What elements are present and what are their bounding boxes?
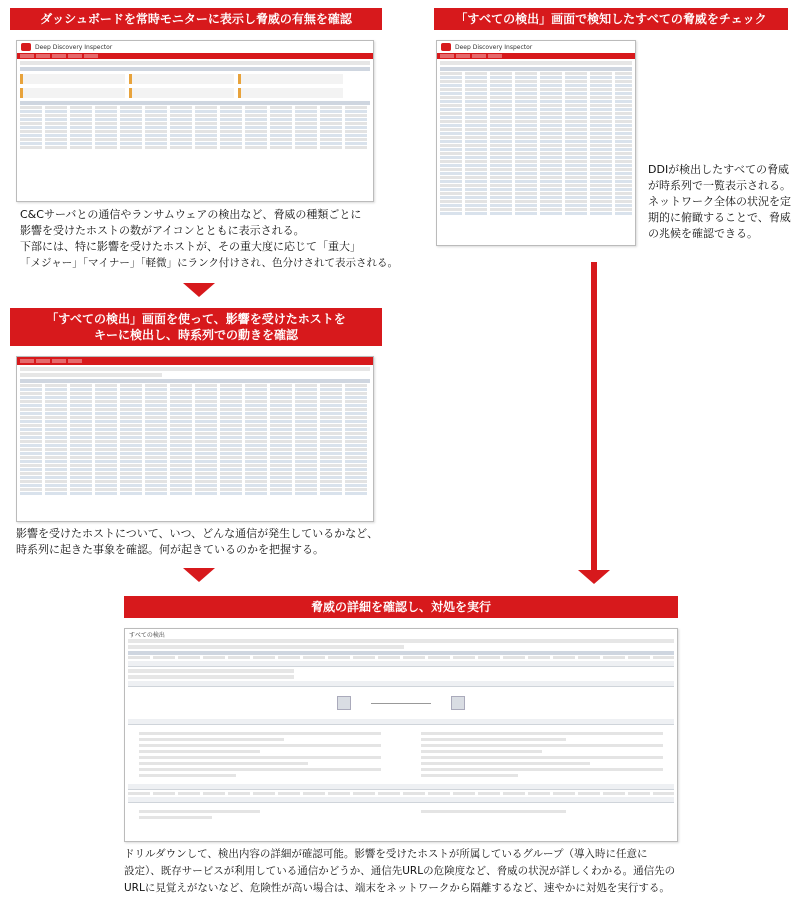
detail-screen-title: すべての検出 <box>129 632 165 639</box>
step1-banner <box>10 8 382 30</box>
all-detections-host-screenshot <box>16 356 374 522</box>
step1-caption-line: C&Cサーバとの通信やランサムウェアの検出など、脅威の種類ごとに <box>20 208 362 221</box>
step2-caption-line: 時系列に起きた事象を確認。何が起きているのかを把握する。 <box>16 543 324 556</box>
step1-caption-line: 「メジャー」「マイナー」「軽微」にランク付けされ、色分けされて表示される。 <box>20 257 398 269</box>
threat-tiles <box>20 74 370 98</box>
step3-caption-line: URLに見覚えがないなど、危険性が高い場合は、端末をネットワークから隔離するなど、速やかに対処を実行する。 <box>124 882 670 894</box>
detail-flow-diagram <box>125 689 677 717</box>
step3-caption-line: 設定）、既存サービスが利用している通信かどうか、通信先URLの危険度など、脅威の状況が詳しくわかる。通信先の <box>124 865 676 877</box>
right-banner-text: 「すべての検出」画面で検知したすべての脅威をチェック <box>455 12 767 26</box>
trend-logo-icon <box>441 43 451 51</box>
right-caption-line: ネットワーク全体の状況を定 <box>648 195 791 208</box>
step3-banner <box>124 596 678 618</box>
step3-banner-text: 脅威の詳細を確認し、対処を実行 <box>310 600 491 614</box>
step2-caption <box>16 526 386 558</box>
step2-banner-line: キーに検出し、時系列での動きを確認 <box>93 328 298 342</box>
step3-caption <box>124 846 684 897</box>
dashboard-app-titlebar <box>17 41 373 53</box>
step1-caption-line: 下部には、特に影響を受けたホストが、その重大度に応じて「重大」 <box>20 240 361 253</box>
right-app-title: Deep Discovery Inspector <box>455 43 533 51</box>
step1-banner-text: ダッシュボードを常時モニターに表示し脅威の有無を確認 <box>40 12 352 26</box>
dashboard-app-title: Deep Discovery Inspector <box>35 43 113 51</box>
right-caption-line: 期的に俯瞰することで、脅威 <box>648 211 791 224</box>
step1-caption <box>20 207 398 271</box>
dashboard-nav-bar <box>17 53 373 59</box>
down-arrow-1 <box>183 283 215 297</box>
detection-detail-screenshot <box>124 628 678 842</box>
down-arrow-right <box>578 570 610 584</box>
step1-caption-line: 影響を受けたホストの数がアイコンとともに表示される。 <box>20 224 305 237</box>
dashboard-screenshot <box>16 40 374 202</box>
step2-banner <box>10 308 382 346</box>
step2-banner-line: 「すべての検出」画面を使って、影響を受けたホストを <box>46 312 346 326</box>
right-connector-line <box>591 262 597 572</box>
right-caption-line: の兆候を確認できる。 <box>648 227 758 240</box>
right-caption-line: が時系列で一覧表示される。 <box>648 179 791 192</box>
all-detections-screenshot <box>436 40 636 246</box>
step3-caption-line: ドリルダウンして、検出内容の詳細が確認可能。影響を受けたホストが所属しているグループ（導入時に任意に <box>124 848 648 860</box>
right-banner <box>434 8 788 30</box>
right-caption-line: DDIが検出したすべての脅威 <box>648 163 789 176</box>
trend-logo-icon <box>21 43 31 51</box>
step2-caption-line: 影響を受けたホストについて、いつ、どんな通信が発生しているかなど、 <box>16 527 379 540</box>
right-caption <box>648 162 798 242</box>
down-arrow-2 <box>183 568 215 582</box>
